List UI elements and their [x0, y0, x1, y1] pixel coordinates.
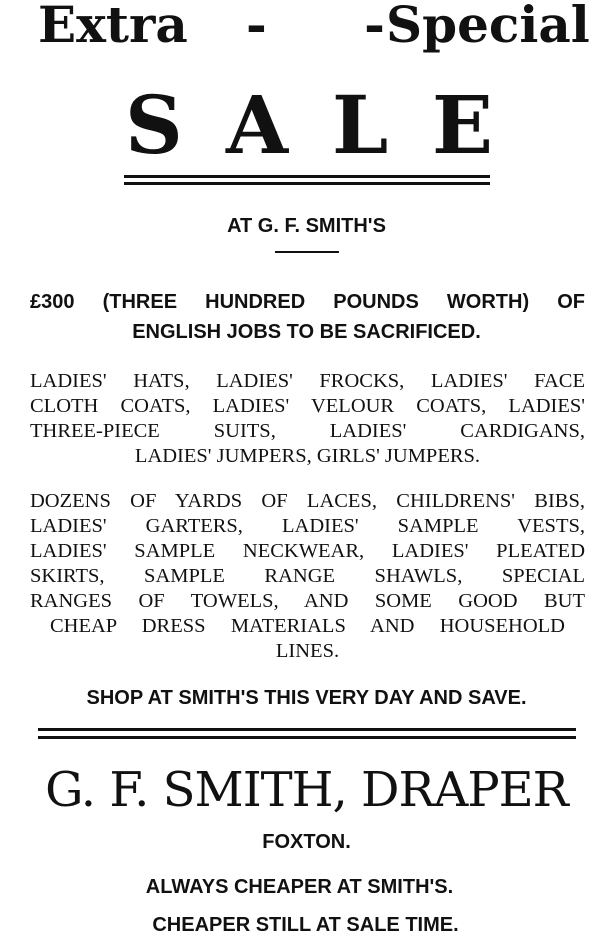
headline-special: Special — [386, 0, 590, 54]
business-name: G. F. SMITH, DRAPER — [45, 762, 568, 818]
rule-top-1 — [124, 175, 490, 178]
sale-letter-a: A — [226, 78, 289, 172]
items1-line: THREE-PIECE SUITS, LADIES' CARDIGANS, — [30, 420, 585, 442]
rule-bottom-2 — [38, 736, 576, 739]
rule-top-2 — [124, 182, 490, 185]
call-to-action: SHOP AT SMITH'S THIS VERY DAY AND SAVE. — [86, 687, 527, 709]
headline-extra-special — [0, 0, 613, 56]
slogan-2: CHEAPER STILL AT SALE TIME. — [152, 914, 459, 936]
offer-line-1: £300 (THREE HUNDRED POUNDS WORTH) OF — [30, 291, 585, 313]
items-paragraph-2 — [30, 489, 585, 664]
items2-line: CHEAP DRESS MATERIALS AND HOUSEHOLD — [50, 615, 565, 637]
sale-letter-s: S — [125, 78, 183, 172]
items2-line: RANGES OF TOWELS, AND SOME GOOD BUT — [30, 590, 585, 612]
items2-line: LINES. — [275, 640, 340, 662]
slogan-1: ALWAYS CHEAPER AT SMITH'S. — [145, 876, 454, 898]
headline-extra: Extra — [38, 0, 188, 54]
headline-sale — [0, 80, 613, 170]
items2-line: LADIES' SAMPLE NECKWEAR, LADIES' PLEATED — [30, 540, 585, 562]
items1-line: LADIES' HATS, LADIES' FROCKS, LADIES' FACE — [30, 370, 585, 392]
sale-letter-e: E — [432, 78, 493, 172]
items-paragraph-1 — [30, 369, 585, 469]
town: FOXTON. — [262, 831, 351, 853]
offer-line-2: ENGLISH JOBS TO BE SACRIFICED. — [132, 321, 481, 343]
sale-letter-l: L — [332, 78, 389, 172]
items2-line: DOZENS OF YARDS OF LACES, CHILDRENS' BIBS, — [30, 490, 585, 512]
rule-bottom-1 — [38, 728, 576, 731]
items1-line: LADIES' JUMPERS, GIRLS' JUMPERS. — [134, 445, 481, 467]
items2-line: LADIES' GARTERS, LADIES' SAMPLE VESTS, — [30, 515, 585, 537]
headline-dashes: - - — [246, 0, 425, 54]
items2-line: SKIRTS, SAMPLE RANGE SHAWLS, SPECIAL — [30, 565, 585, 587]
subtitle: AT G. F. SMITH'S — [227, 215, 386, 237]
subtitle-rule — [275, 251, 339, 253]
items1-line: CLOTH COATS, LADIES' VELOUR COATS, LADIES' — [30, 395, 585, 417]
